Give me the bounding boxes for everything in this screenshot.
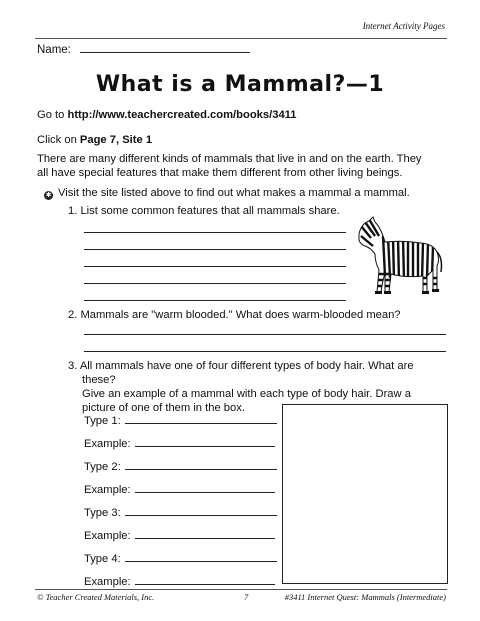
name-label: Name: <box>37 44 71 56</box>
question-3-line: 3. All mammals have one of four different types of body hair. What are <box>68 360 414 372</box>
footer-page-number: 7 <box>244 592 249 602</box>
question-3-line: Give an example of a mammal with each type of body hair. Draw a <box>82 388 411 400</box>
example-3-row <box>84 529 275 543</box>
click-prefix: Click on <box>37 134 77 146</box>
header-rule <box>35 38 447 39</box>
type-3-label: Type 3: <box>84 507 121 519</box>
question-2: 2. Mammals are "warm blooded." What does warm-blooded mean? <box>68 309 401 321</box>
drawing-box[interactable] <box>282 404 448 584</box>
example-2-row <box>84 483 275 497</box>
example-1-row <box>84 437 275 451</box>
intro-line: There are many different kinds of mammals that live in and on the earth. They <box>37 153 422 165</box>
type-1-field[interactable] <box>125 423 277 424</box>
zebra-illustration <box>355 214 447 298</box>
answer-line[interactable] <box>84 300 346 301</box>
click-line <box>37 133 152 147</box>
bullet-instruction <box>44 186 410 200</box>
answer-line[interactable] <box>84 351 446 352</box>
running-header: Internet Activity Pages <box>362 21 445 31</box>
click-target: Page 7, Site 1 <box>79 134 153 146</box>
answer-line[interactable] <box>84 232 346 233</box>
footer-book-title: #3411 Internet Quest: Mammals (Intermediate) <box>284 592 446 602</box>
name-field[interactable] <box>80 52 250 53</box>
footer-copyright: © Teacher Created Materials, Inc. <box>37 592 155 602</box>
star-bullet-icon: ✱ <box>45 192 52 199</box>
example-1-field[interactable] <box>135 446 275 447</box>
example-4-field[interactable] <box>135 584 275 585</box>
type-4-row <box>84 552 277 566</box>
name-row <box>37 44 250 56</box>
example-4-label: Example: <box>84 576 131 588</box>
question-3-line: picture of one of them in the box. <box>82 402 245 414</box>
example-2-label: Example: <box>84 484 131 496</box>
bullet-text: Visit the site listed above to find out what makes a mammal a mammal. <box>58 187 410 199</box>
type-2-row <box>84 460 277 474</box>
answer-line[interactable] <box>84 249 346 250</box>
answer-line[interactable] <box>84 334 446 335</box>
type-2-field[interactable] <box>125 469 277 470</box>
intro-paragraph <box>37 152 422 180</box>
answer-line[interactable] <box>84 266 346 267</box>
question-3-line: these? <box>82 374 116 386</box>
example-3-field[interactable] <box>135 538 275 539</box>
type-4-field[interactable] <box>125 561 277 562</box>
goto-url-link[interactable]: http://www.teachercreated.com/books/3411 <box>67 109 297 121</box>
page-title: What is a Mammal?—1 <box>95 72 385 97</box>
type-1-label: Type 1: <box>84 415 121 427</box>
type-1-row <box>84 414 277 428</box>
goto-line <box>37 108 297 122</box>
example-2-field[interactable] <box>135 492 275 493</box>
goto-prefix: Go to <box>37 109 65 121</box>
type-2-label: Type 2: <box>84 461 121 473</box>
example-4-row <box>84 575 275 589</box>
footer-rule <box>35 589 447 590</box>
example-1-label: Example: <box>84 438 131 450</box>
type-3-row <box>84 506 277 520</box>
answer-line[interactable] <box>84 283 346 284</box>
type-4-label: Type 4: <box>84 553 121 565</box>
question-1: 1. List some common features that all mammals share. <box>68 205 340 217</box>
intro-line: all have special features that make them different from other living beings. <box>37 167 403 179</box>
type-3-field[interactable] <box>125 515 277 516</box>
example-3-label: Example: <box>84 530 131 542</box>
